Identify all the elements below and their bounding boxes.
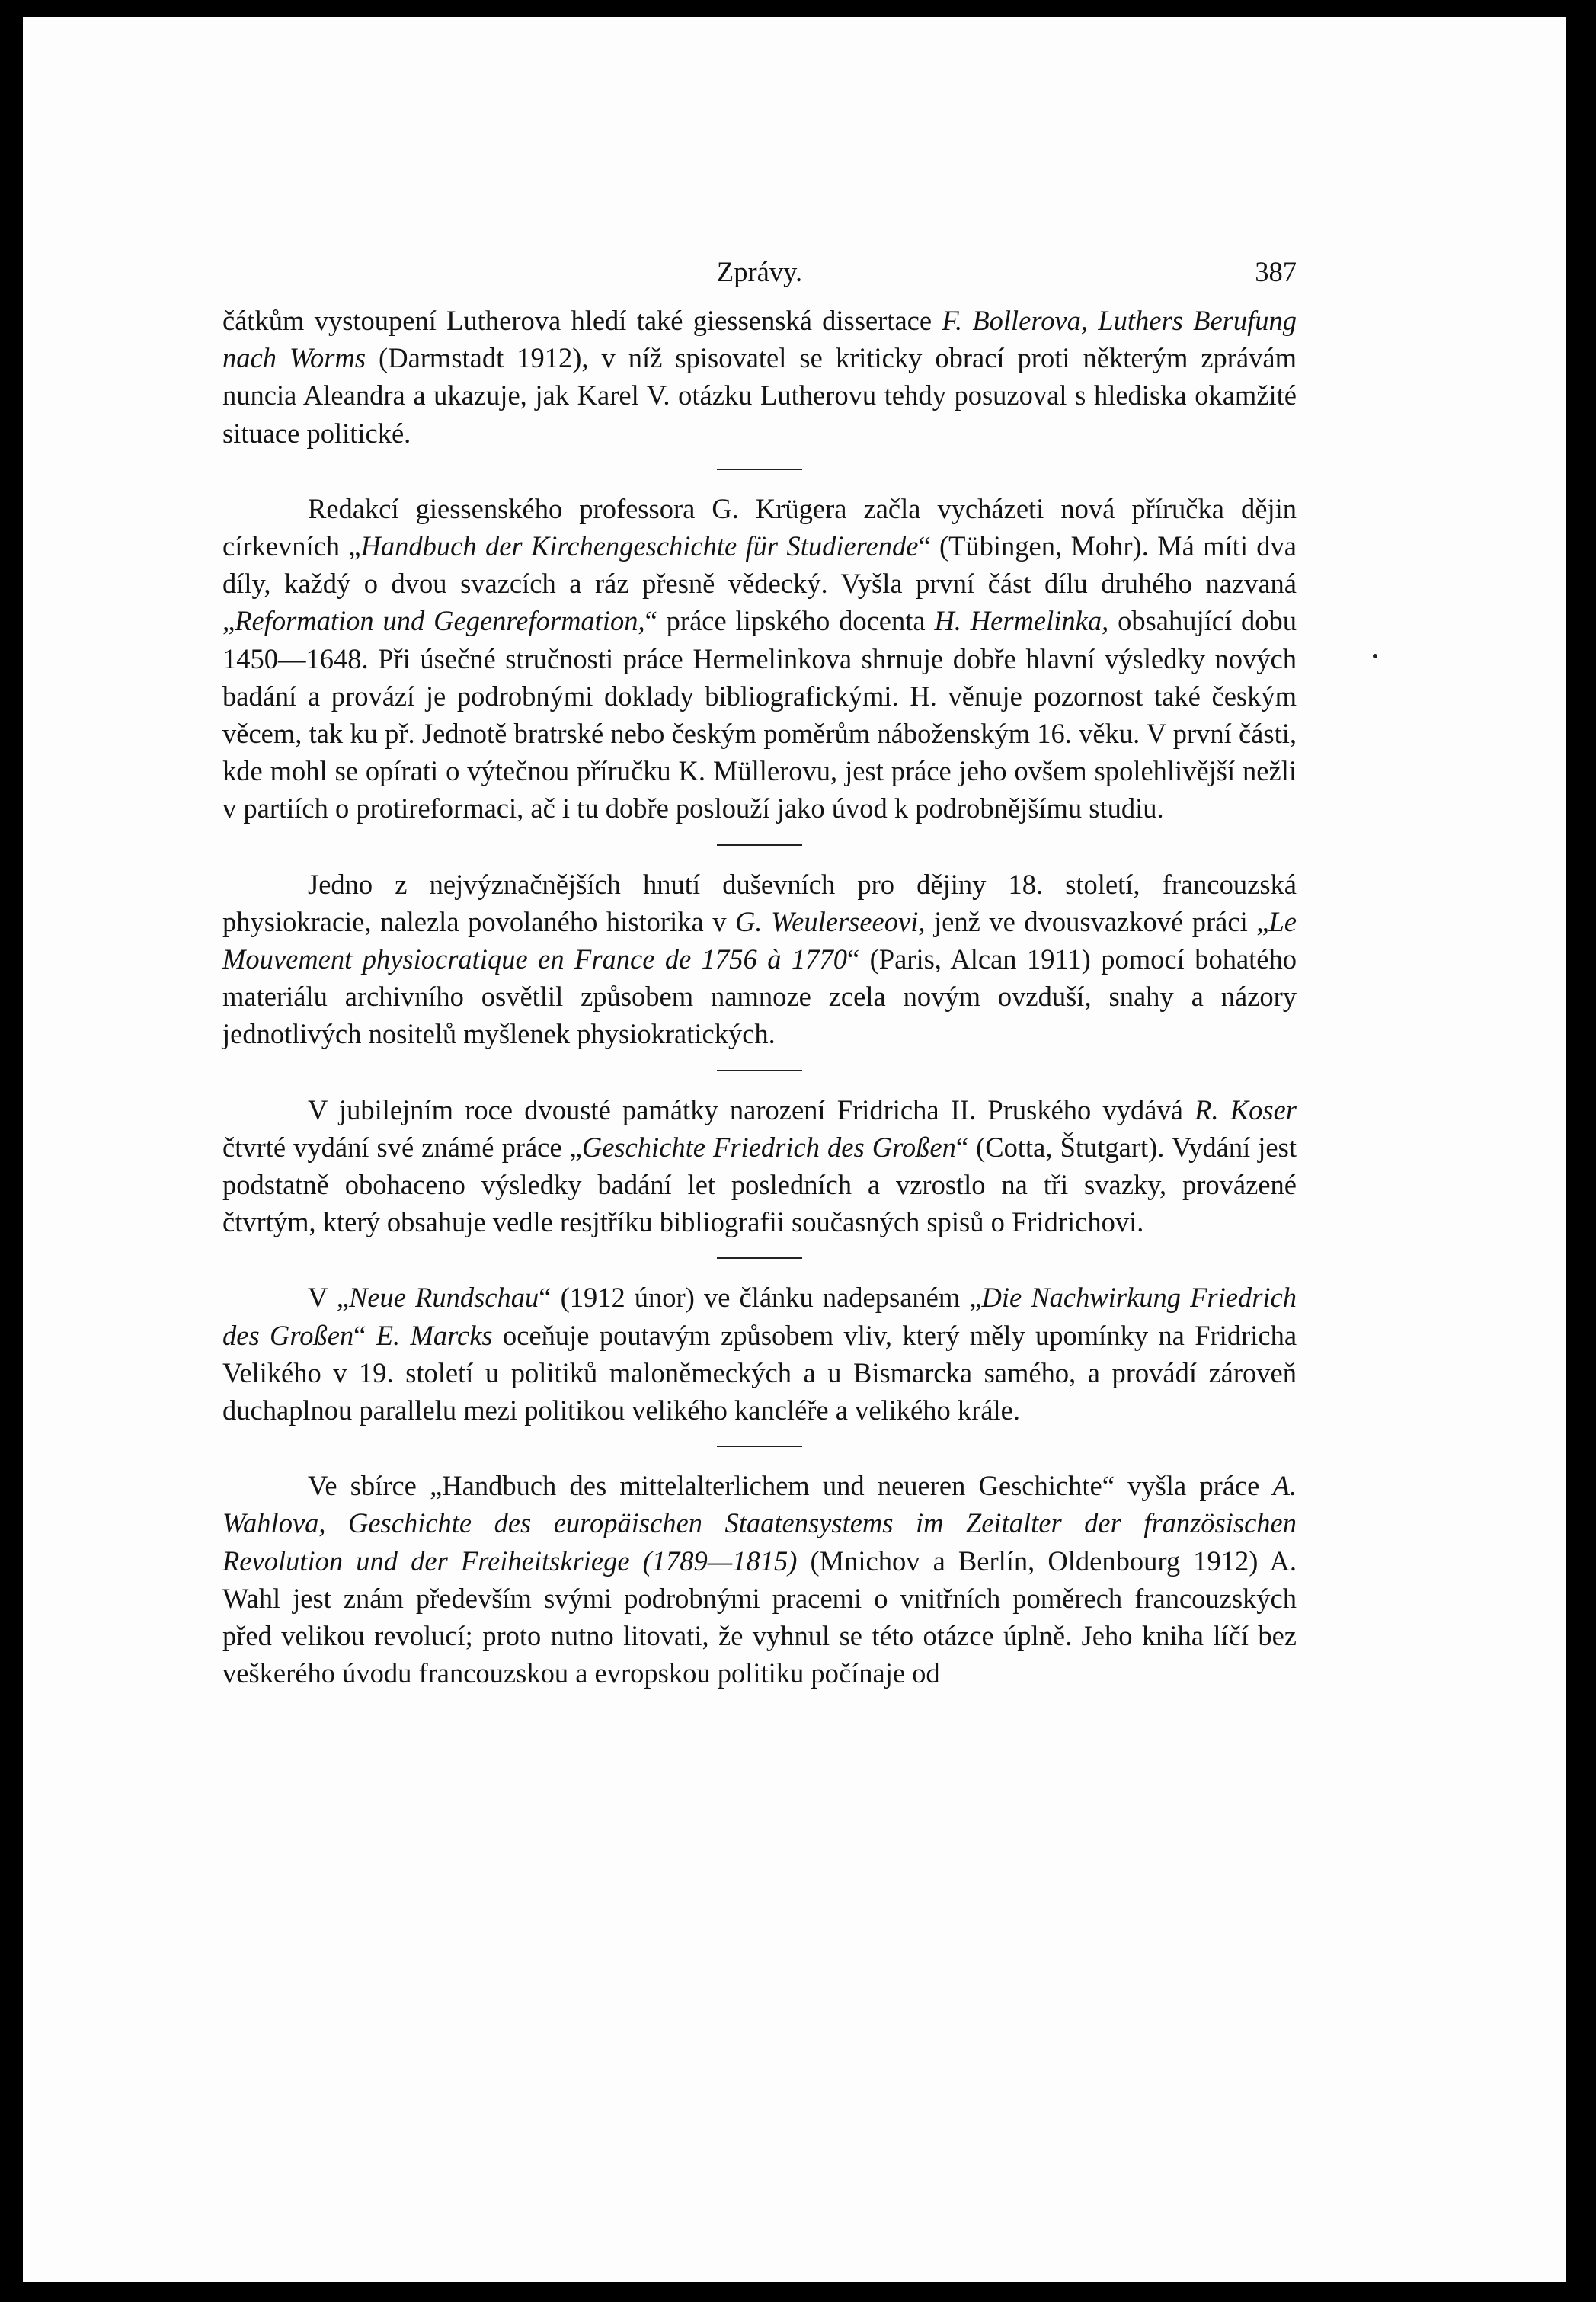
- section-divider: [717, 469, 802, 470]
- paragraph-4: V jubilejním roce dvousté památky narození Fridricha II. Pruského vydává R. Koser čtvrté vydání své známé práce „Geschichte Friedrich des Großen“ (Cotta, Štutgart). Vydání jest podstatně obohaceno výsledky badání let posledních a vzrostlo na tři svazky, provázené čtvrtým, který obsahuje vedle resjtříku bibliografii současných spisů o Fridrichovi.: [222, 1093, 1297, 1238]
- paragraph-6: Ve sbírce „Handbuch des mittelalterlichem und neueren Geschichte“ vyšla práce A. Wahlova, Geschichte des europäischen Staatensystems im Zeitalter der französischen Revolution und der Freiheitskriege (1789—1815) (Mnichov a Berlín, Oldenbourg 1912) A. Wahl jest znám především svými podrobnými pracemi o vnitřních poměrech francouzských před velikou revolucí; proto nutno litovati, že vyhnul se této otázce úplně. Jeho kniha líčí bez veškerého úvodu francouzskou a evropskou politiku počínaje od: [222, 1470, 1297, 1689]
- page-header: [222, 253, 1297, 302]
- paragraph-3: Jedno z nejvýznačnějších hnutí duševních pro dějiny 18. století, francouzská physiokracie, nalezla povolaného historika v G. Weulerseeovi, jenž ve dvousvazkové práci „Le Mouvement physiocratique en France de 1756 à 1770“ (Paris, Alcan 1911) pomocí bohatého materiálu archivního osvětlil způsobem namnoze zcela novým ovzduší, snahy a názory jednotlivých nositelů myšlenek physiokratických.: [222, 868, 1297, 1050]
- section-divider: [717, 1257, 802, 1259]
- section-divider: [717, 844, 802, 846]
- paragraph-5: V „Neue Rundschau“ (1912 únor) ve článku nadepsaném „Die Nachwirkung Friedrich des Großen“ E. Marcks oceňuje poutavým způsobem vliv, který měly upomínky na Fridricha Velikého v 19. století u politiků maloněmeckých a u Bismarcka samého, a provádí zároveň duchaplnou parallelu mezi politikou velikého kancléře a velikého krále.: [222, 1282, 1297, 1426]
- section-divider: [717, 1070, 802, 1071]
- running-title: Zprávy.: [716, 256, 803, 287]
- scanned-page: [23, 17, 1566, 2282]
- margin-dot: [1373, 654, 1377, 658]
- paragraph-2: Redakcí giessenského professora G. Krügera začla vycházeti nová příručka dějin církevních „Handbuch der Kirchengeschichte für Studierende“ (Tübingen, Mohr). Má míti dva díly, každý o dvou svazcích a ráz přesně vědecký. Vyšla první část dílu druhého nazvaná „Reformation und Gegenreformation,“ práce lipského docenta H. Hermelinka, obsahující dobu 1450—1648. Při úsečné stručnosti práce Hermelinkova shrnuje dobře hlavní výsledky nových badání a provází je podrobnými doklady bibliografickými. H. věnuje pozornost také českým věcem, tak ku př. Jednotě bratrské nebo českým poměrům náboženským 16. věku. V první části, kde mohl se opírati o výtečnou příručku K. Müllerovu, jest práce jeho ovšem spolehlivější nežli v partiích o protireformaci, ač i tu dobře poslouží jako úvod k podrobnějšímu studiu.: [222, 492, 1297, 824]
- section-divider: [717, 1446, 802, 1447]
- page-text: [222, 253, 1297, 1692]
- paragraph-1: čátkům vystoupení Lutherova hledí také giessenská dissertace F. Bollerova, Luthers Berufung nach Worms (Darmstadt 1912), v níž spisovatel se kriticky obrací proti některým zprávám nuncia Aleandra a ukazuje, jak Karel V. otázku Lutherovu tehdy posuzoval s hlediska okamžité situace politické.: [222, 305, 1297, 449]
- page-number: 387: [1255, 256, 1297, 287]
